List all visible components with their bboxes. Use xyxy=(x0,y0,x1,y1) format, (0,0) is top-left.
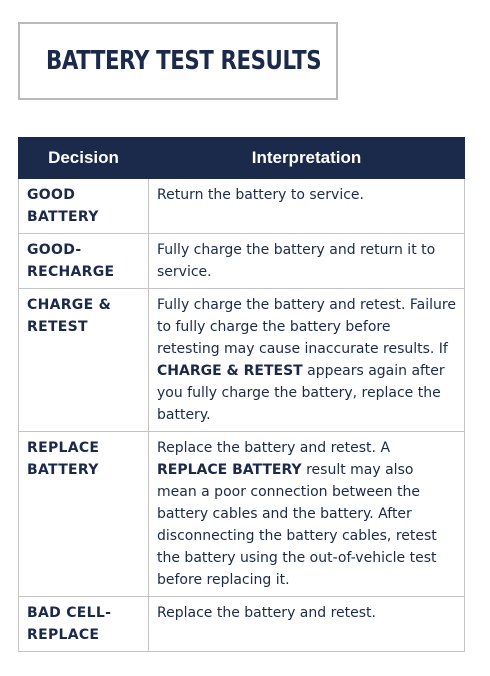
interpretation-text: Replace the battery and retest. A xyxy=(157,440,391,456)
decision-label: REPLACE xyxy=(27,440,100,456)
title-box xyxy=(18,22,338,100)
interpretation-text: Return the battery to service. xyxy=(157,187,364,203)
interpretation-text: Fully charge the battery and return it to service. xyxy=(157,242,436,280)
interpretation-cell xyxy=(149,289,465,432)
column-header-decision: Decision xyxy=(19,138,149,179)
decision-cell xyxy=(19,432,149,597)
battery-results-table xyxy=(18,137,465,652)
decision-label: CHARGE & xyxy=(27,297,112,313)
table-row xyxy=(19,234,465,289)
decision-cell xyxy=(19,234,149,289)
interpretation-text: Fully charge the battery and retest. Failure to fully charge the battery before retesting may cause inaccurate results. If xyxy=(157,297,456,357)
interpretation-cell xyxy=(149,179,465,234)
interpretation-cell xyxy=(149,597,465,652)
interpretation-keyword: REPLACE BATTERY xyxy=(157,462,302,478)
table-header-row xyxy=(19,138,465,179)
interpretation-keyword: CHARGE & RETEST xyxy=(157,363,303,379)
decision-label: BATTERY xyxy=(27,462,99,478)
decision-cell xyxy=(19,289,149,432)
table-row xyxy=(19,597,465,652)
interpretation-text: result may also mean a poor connection between the battery cables and the battery. After disconnecting the battery cables, retest the battery using the out-of-vehicle test before replacing it. xyxy=(157,462,437,588)
decision-label: RECHARGE xyxy=(27,264,115,280)
decision-label: RETEST xyxy=(27,319,88,335)
decision-label: BATTERY xyxy=(27,209,99,225)
table-row xyxy=(19,432,465,597)
decision-label: BAD CELL- xyxy=(27,605,112,621)
interpretation-text: Replace the battery and retest. xyxy=(157,605,376,621)
decision-label: GOOD- xyxy=(27,242,82,258)
decision-label: REPLACE xyxy=(27,627,100,643)
interpretation-cell xyxy=(149,432,465,597)
decision-cell xyxy=(19,179,149,234)
table-row xyxy=(19,179,465,234)
decision-cell xyxy=(19,597,149,652)
column-header-interpretation: Interpretation xyxy=(149,138,465,179)
interpretation-cell xyxy=(149,234,465,289)
page-title: BATTERY TEST RESULTS xyxy=(46,46,322,76)
decision-label: GOOD xyxy=(27,187,76,203)
table-row xyxy=(19,289,465,432)
interpretation-text: appears again after you fully charge the battery, replace the battery. xyxy=(157,363,445,423)
